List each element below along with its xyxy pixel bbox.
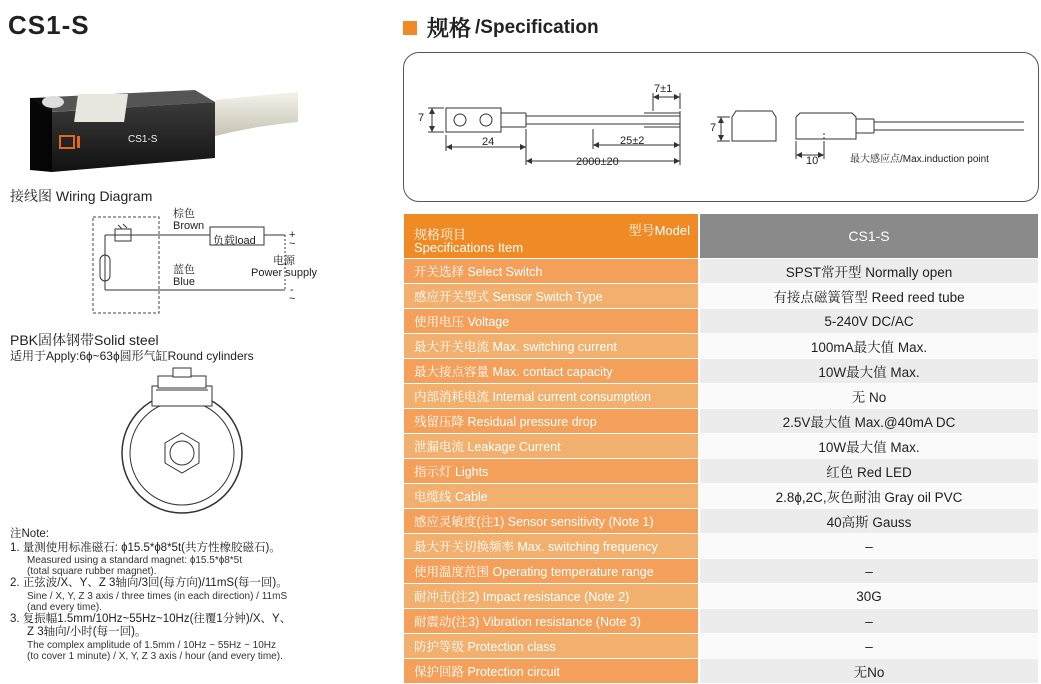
table-header [404, 214, 1038, 259]
table-row [404, 309, 1038, 334]
spec-item-label: 感应开关型式 Sensor Switch Type [404, 284, 699, 309]
header-model-label: 型号Model [628, 223, 690, 238]
header-item-label [414, 228, 523, 254]
note-3: 3. 复振幅1.5mm/10Hz~55Hz~10Hz(往覆1分钟)/X、Y、 [10, 612, 292, 625]
table-row [404, 534, 1038, 559]
minus-sign: - [290, 284, 294, 296]
table-row [404, 259, 1038, 284]
dim-10: 10 [806, 155, 819, 167]
plus-sign: + [289, 229, 296, 241]
spec-item-value: 2.5V最大值 Max.@40mA DC [699, 409, 1038, 434]
header-model-value: CS1-S [699, 214, 1038, 259]
header-label-cell [404, 214, 699, 259]
dim-7pm1: 7±1 [654, 83, 673, 95]
table-row [404, 359, 1038, 384]
spec-item-value: 有接点磁簧管型 Reed reed tube [699, 284, 1038, 309]
table-row [404, 559, 1038, 584]
heading-square-icon [403, 21, 417, 35]
spec-item-label: 残留压降 Residual pressure drop [404, 409, 699, 434]
table-row [404, 284, 1038, 309]
blue-cn: 蓝色 [173, 264, 195, 276]
power-cn: 电源 [273, 255, 296, 267]
sensor-label: CS1-S [128, 134, 158, 145]
brown-en: Brown [173, 220, 205, 232]
mount-drawing [110, 368, 260, 518]
note-2-en: Sine / X, Y, Z 3 axis / three times (in each direction) / 11mS [27, 590, 288, 602]
spec-heading [403, 12, 599, 43]
table-row [404, 409, 1038, 434]
note-1-en-b: (total square rubber magnet). [27, 566, 157, 577]
dim-25: 25±2 [620, 135, 645, 147]
spec-item-value: 10W最大值 Max. [699, 434, 1038, 459]
spec-item-label: 使用温度范围 Operating temperature range [404, 559, 699, 584]
mount-apply: 适用于Apply:6ɸ~63ɸ圆形气缸Round cylinders [10, 349, 254, 363]
brown-cn: 棕色 [173, 208, 195, 220]
table-row [404, 659, 1038, 684]
spec-item-label: 使用电压 Voltage [404, 309, 699, 334]
spec-item-value: 40高斯 Gauss [699, 509, 1038, 534]
spec-item-value: 无No [699, 659, 1038, 684]
header-item-en: Specifications Item [414, 240, 524, 255]
dim-7-b: 7 [710, 122, 717, 134]
table-row [404, 584, 1038, 609]
spec-item-label: 开关选择 Select Switch [404, 259, 699, 284]
table-row [404, 384, 1038, 409]
note-3-en-b: (to cover 1 minute) / X, Y, Z 3 axis / hour (and every time). [27, 650, 283, 662]
blue-label [173, 264, 195, 288]
spec-item-value: 红色 Red LED [699, 459, 1038, 484]
tilde-top: ~ [289, 238, 296, 250]
spec-item-label: 最大开关切换频率 Max. switching frequency [404, 534, 699, 559]
table-row [404, 634, 1038, 659]
spec-item-label: 电缆线 Cable [404, 484, 699, 509]
note-3-en: The complex amplitude of 1.5mm / 10Hz ~ 55Hz ~ 10Hz [27, 639, 277, 651]
spec-item-label: 最大开关电流 Max. switching current [404, 334, 699, 359]
brown-label [173, 208, 204, 232]
spec-item-label: 感应灵敏度(注1) Sensor sensitivity (Note 1) [404, 509, 699, 534]
spec-item-value: – [699, 609, 1038, 634]
spec-item-label: 保护回路 Protection circuit [404, 659, 699, 684]
note-1-en: Measured using a standard magnet: ɸ15.5*ɸ8*5t [27, 555, 243, 566]
induction-point-label: 最大感应点/Max.induction point [850, 154, 989, 165]
dim-24: 24 [482, 136, 495, 148]
header-item-cn: 规格项目 [414, 227, 467, 242]
spec-item-value: 2.8ɸ,2C,灰色耐油 Gray oil PVC [699, 484, 1038, 509]
spec-item-value: SPST常开型 Normally open [699, 259, 1038, 284]
notes-title: 注Note: [10, 528, 49, 540]
table-row [404, 334, 1038, 359]
spec-item-label: 最大接点容量 Max. contact capacity [404, 359, 699, 384]
spec-item-value: 10W最大值 Max. [699, 359, 1038, 384]
table-row [404, 484, 1038, 509]
tilde-bottom: ~ [289, 293, 296, 305]
power-supply-label [251, 255, 317, 279]
spec-item-label: 指示灯 Lights [404, 459, 699, 484]
note-2: 2. 正弦波/X、Y、Z 3轴向/3回(每方向)/11mS(每一回)。 [10, 577, 288, 589]
spec-item-label: 防护等级 Protection class [404, 634, 699, 659]
model-title: CS1-S [8, 10, 90, 40]
spec-item-value: 100mA最大值 Max. [699, 334, 1038, 359]
blue-en: Blue [173, 276, 196, 288]
dim-7-a: 7 [418, 112, 425, 124]
table-row [404, 459, 1038, 484]
spec-item-label: 泄漏电流 Leakage Current [404, 434, 699, 459]
spec-title-en: /Specification [475, 16, 599, 38]
spec-item-label: 耐冲击(注2) Impact resistance (Note 2) [404, 584, 699, 609]
notes [10, 528, 390, 662]
product-photo [20, 80, 300, 180]
note-3-cont: Z 3轴向/小时(每一回)。 [27, 626, 147, 638]
wiring-title: 接线图 Wiring Diagram [10, 188, 153, 204]
spec-item-value: 5-240V DC/AC [699, 309, 1038, 334]
spec-item-label: 耐震动(注3) Vibration resistance (Note 3) [404, 609, 699, 634]
note-1: 1. 量测使用标准磁石: ɸ15.5*ɸ8*5t(共方性橡胶磁石)。 [10, 541, 281, 554]
spec-item-value: 30G [699, 584, 1038, 609]
dim-2000: 2000±20 [576, 156, 619, 168]
table-row [404, 509, 1038, 534]
dimension-drawing [404, 53, 1036, 199]
spec-item-value: – [699, 534, 1038, 559]
spec-item-value: – [699, 559, 1038, 584]
spec-title-cn: 规格 [427, 16, 472, 41]
table-row [404, 609, 1038, 634]
spec-table [404, 214, 1038, 680]
note-2-en-b: (and every time). [27, 601, 103, 613]
mount-title: PBK固体钢带Solid steel [10, 332, 159, 348]
load-label: 负载load [213, 235, 256, 247]
spec-item-value: – [699, 634, 1038, 659]
spec-item-value: 无 No [699, 384, 1038, 409]
power-en: Power supply [251, 267, 318, 279]
spec-item-label: 内部消耗电流 Internal current consumption [404, 384, 699, 409]
table-row [404, 434, 1038, 459]
